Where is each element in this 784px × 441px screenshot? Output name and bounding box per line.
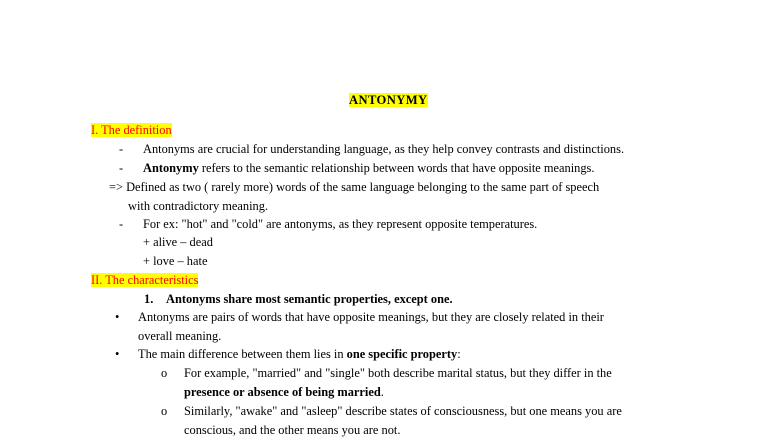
sub-bullet-icon: o bbox=[161, 366, 168, 380]
bullet-2-text: The main difference between them lies in bbox=[138, 347, 344, 361]
sub-bullet-1-end: . bbox=[380, 385, 384, 399]
bullet-2-bold: one specific property bbox=[346, 347, 458, 361]
section-1-heading-text: I. The definition bbox=[91, 123, 172, 137]
document-title bbox=[349, 92, 428, 108]
list-item bbox=[119, 216, 123, 232]
dash-marker: - bbox=[119, 217, 124, 231]
antonymy-term: Antonymy bbox=[143, 161, 199, 175]
bullet-marker bbox=[115, 346, 119, 362]
example-text: For ex: "hot" and "cold" are antonyms, as they represent opposite temperatures. bbox=[143, 217, 538, 231]
section-2-heading bbox=[91, 272, 198, 288]
sub-bullet-2-text-1: Similarly, "awake" and "asleep" describe states of consciousness, but one means you are bbox=[184, 404, 622, 418]
number-label: 1. bbox=[144, 292, 154, 306]
sub-bullet-2-line-2 bbox=[184, 422, 400, 438]
definition-item-1: Antonyms are crucial for understanding language, as they help convey contrasts and distinctions. bbox=[143, 142, 625, 156]
bullet-icon: • bbox=[115, 347, 120, 361]
definition-item-2: refers to the semantic relationship between words that have opposite meanings. bbox=[201, 161, 595, 175]
sub-bullet-2-text-2: conscious, and the other means you are not. bbox=[184, 423, 401, 437]
numbered-item-text: Antonyms share most semantic properties, except one. bbox=[166, 292, 453, 306]
list-item bbox=[119, 160, 123, 176]
sub-bullet-marker bbox=[161, 365, 167, 381]
section-1-heading bbox=[91, 122, 172, 138]
bullet-icon: • bbox=[115, 310, 120, 324]
bullet-marker bbox=[115, 309, 119, 325]
sub-bullet-icon: o bbox=[161, 404, 168, 418]
sub-bullet-1-text-1: For example, "married" and "single" both describe marital status, but they differ in the bbox=[184, 366, 612, 380]
list-item-text bbox=[143, 160, 594, 176]
arrow-definition-line-1 bbox=[109, 179, 599, 195]
antonym-pair-2-text: + love – hate bbox=[143, 254, 208, 268]
title-text: ANTONYMY bbox=[349, 93, 428, 107]
arrow-definition-text-2: with contradictory meaning. bbox=[128, 199, 269, 213]
bullet-1-line-1 bbox=[138, 309, 604, 325]
list-item bbox=[119, 141, 123, 157]
bullet-1-text-1: Antonyms are pairs of words that have opposite meanings, but they are closely related in their bbox=[138, 310, 604, 324]
numbered-item bbox=[166, 291, 453, 307]
arrow-definition-text-1: => Defined as two ( rarely more) words of the same language belonging to the same part of speech bbox=[109, 180, 600, 194]
sub-bullet-marker bbox=[161, 403, 167, 419]
bullet-2-line bbox=[138, 346, 461, 362]
antonym-pair-2 bbox=[143, 253, 207, 269]
dash-marker: - bbox=[119, 161, 124, 175]
dash-marker: - bbox=[119, 142, 124, 156]
sub-bullet-1-bold: presence or absence of being married bbox=[184, 385, 381, 399]
sub-bullet-1-line-2 bbox=[184, 384, 384, 400]
bullet-1-line-2 bbox=[138, 328, 221, 344]
bullet-1-text-2: overall meaning. bbox=[138, 329, 222, 343]
sub-bullet-2-line-1 bbox=[184, 403, 622, 419]
antonym-pair-1-text: + alive – dead bbox=[143, 235, 213, 249]
numbered-item-marker bbox=[144, 291, 153, 307]
arrow-definition-line-2 bbox=[128, 198, 268, 214]
example-line bbox=[143, 216, 537, 232]
antonym-pair-1 bbox=[143, 234, 213, 250]
section-2-heading-text: II. The characteristics bbox=[91, 273, 199, 287]
sub-bullet-1-line-1 bbox=[184, 365, 612, 381]
list-item-text bbox=[143, 141, 624, 157]
bullet-2-end: : bbox=[457, 347, 461, 361]
